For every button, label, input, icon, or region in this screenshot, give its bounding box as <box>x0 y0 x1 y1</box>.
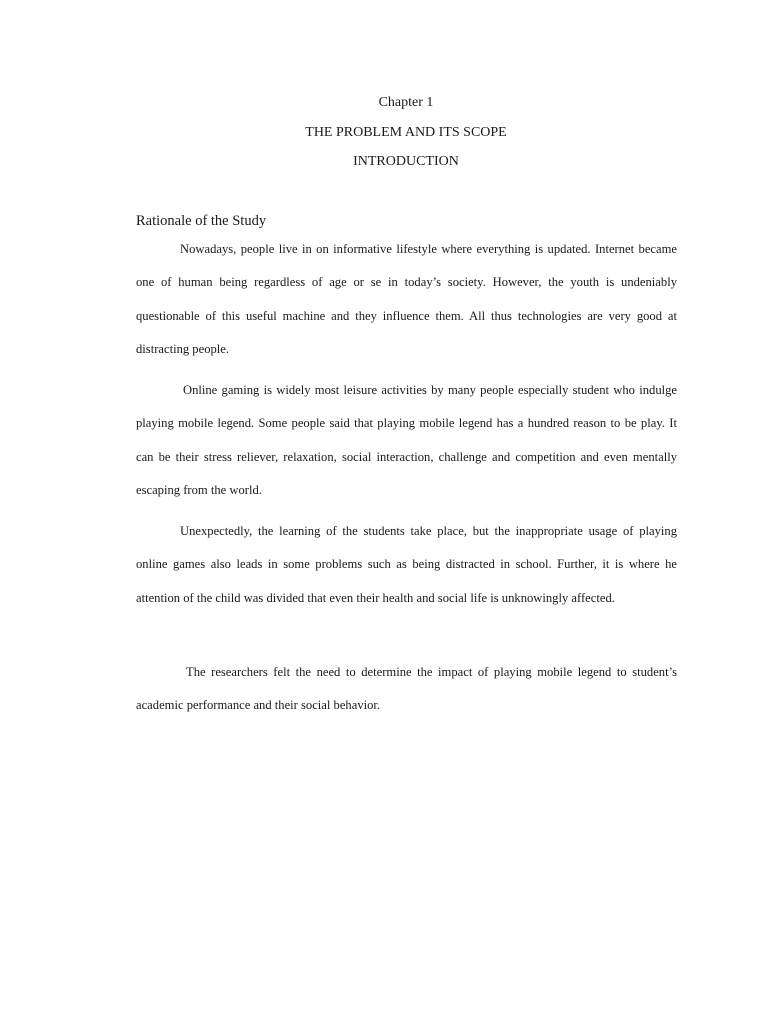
section-heading-rationale: Rationale of the Study <box>136 213 267 229</box>
paragraph-2: Online gaming is widely most leisure activities by many people especially student who indulge playing mobile legend. Some people said that playing mobile legend has a hundred reason to be play. It can be their stress reliever, relaxation, social interaction, challenge and competition and even mentally escaping from the world. <box>136 383 677 497</box>
paragraph-3: Unexpectedly, the learning of the students take place, but the inappropriate usage of playing online games also leads in some problems such as being distracted in school. Further, it is where he attention of the child was divided that even their health and social life is unknowingly affected. <box>136 524 677 605</box>
chapter-title: THE PROBLEM AND ITS SCOPE <box>305 125 507 140</box>
paragraph-1: Nowadays, people live in on informative lifestyle where everything is updated. Internet became one of human being regardless of age or se in today’s society. However, the youth is undeniably questionable of this useful machine and they influence them. All thus technologies are very good at distracting people. <box>136 242 677 356</box>
section-title-introduction: INTRODUCTION <box>353 154 459 169</box>
chapter-label: Chapter 1 <box>378 95 434 110</box>
paragraph-4: The researchers felt the need to determine the impact of playing mobile legend to student’s academic performance and their social behavior. <box>136 665 677 713</box>
